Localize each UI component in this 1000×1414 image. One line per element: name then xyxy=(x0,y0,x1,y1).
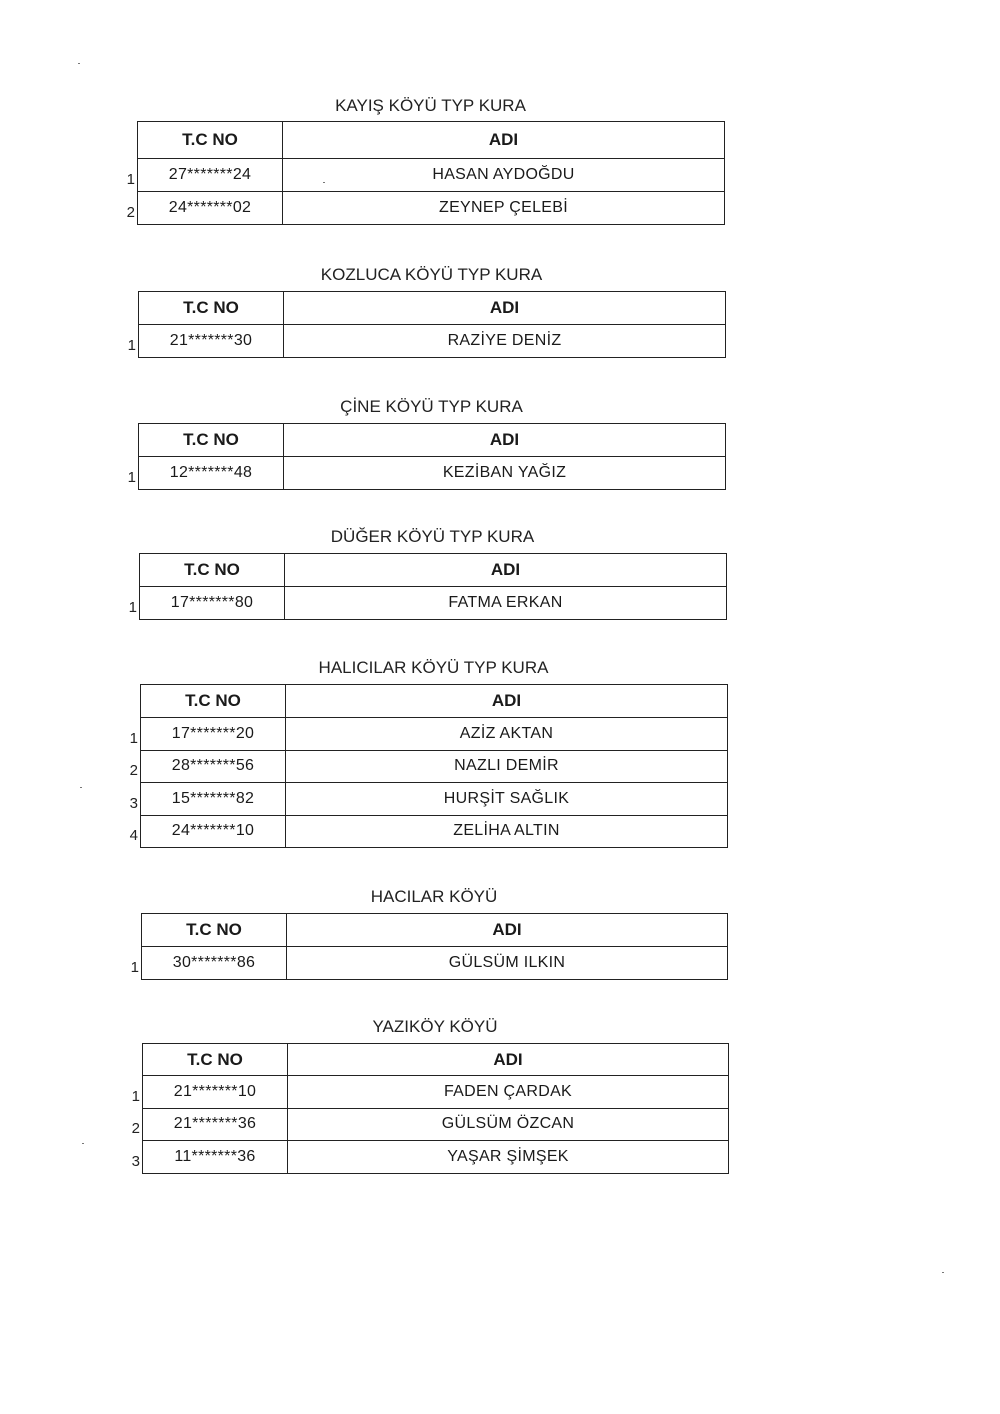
kura-table xyxy=(142,1043,729,1174)
name-cell: GÜLSÜM ÖZCAN xyxy=(288,1108,729,1141)
tc-header: T.C NO xyxy=(141,685,286,718)
table-row xyxy=(140,587,727,620)
table-row xyxy=(141,815,728,848)
name-cell: HURŞİT SAĞLIK xyxy=(286,783,728,816)
row-number: 1 xyxy=(130,959,139,976)
table-header-row xyxy=(140,554,727,587)
row-number: 1 xyxy=(128,599,137,616)
tc-header: T.C NO xyxy=(138,122,283,159)
row-number: 3 xyxy=(131,1152,140,1170)
row-number: 2 xyxy=(131,1120,140,1137)
tc-no-cell: 17*******80 xyxy=(140,587,285,620)
tc-header: T.C NO xyxy=(140,554,285,587)
tc-no-cell: 28*******56 xyxy=(141,750,286,783)
name-header: ADI xyxy=(284,424,726,457)
table-row xyxy=(139,457,726,490)
kura-table xyxy=(138,423,726,490)
scan-speck xyxy=(80,787,82,788)
section-title: HALICILAR KÖYÜ TYP KURA xyxy=(318,658,549,677)
name-cell: FATMA ERKAN xyxy=(285,587,727,620)
table-header-row xyxy=(138,122,725,159)
name-header: ADI xyxy=(287,914,728,947)
tc-header: T.C NO xyxy=(139,292,284,325)
table-row xyxy=(142,947,728,980)
tc-no-cell: 30*******86 xyxy=(142,947,287,980)
row-number: 4 xyxy=(129,827,138,844)
table-header-row xyxy=(139,424,726,457)
row-number: 2 xyxy=(129,762,138,779)
name-header: ADI xyxy=(283,122,725,159)
table-row xyxy=(138,159,725,192)
name-cell: NAZLI DEMİR xyxy=(286,750,728,783)
name-cell: ZELİHA ALTIN xyxy=(286,815,728,848)
name-cell: HASAN AYDOĞDU xyxy=(283,159,725,192)
name-cell: KEZİBAN YAĞIZ xyxy=(284,457,726,490)
name-cell: RAZİYE DENİZ xyxy=(284,325,726,358)
tc-no-cell: 17*******20 xyxy=(141,718,286,751)
scan-speck xyxy=(323,182,325,183)
table-header-row xyxy=(141,685,728,718)
table-row xyxy=(139,325,726,358)
table-row xyxy=(141,750,728,783)
kura-table xyxy=(140,684,728,848)
row-number: 1 xyxy=(126,171,135,188)
name-cell: FADEN ÇARDAK xyxy=(288,1076,729,1109)
name-cell: YAŞAR ŞİMŞEK xyxy=(288,1141,729,1174)
table-row xyxy=(143,1141,729,1174)
tc-no-cell: 24*******10 xyxy=(141,815,286,848)
tc-no-cell: 15*******82 xyxy=(141,783,286,816)
tc-no-cell: 12*******48 xyxy=(139,457,284,490)
tc-no-cell: 11*******36 xyxy=(143,1141,288,1174)
kura-table xyxy=(138,291,726,358)
row-number: 3 xyxy=(129,794,138,812)
row-number: 1 xyxy=(131,1087,140,1105)
tc-header: T.C NO xyxy=(139,424,284,457)
row-number: 2 xyxy=(126,204,135,221)
name-header: ADI xyxy=(284,292,726,325)
kura-table xyxy=(141,913,728,980)
table-header-row xyxy=(143,1044,729,1076)
scan-speck xyxy=(942,1272,944,1273)
scan-speck xyxy=(82,1143,84,1144)
table-row xyxy=(143,1076,729,1109)
row-number: 1 xyxy=(127,337,136,354)
table-header-row xyxy=(142,914,728,947)
section-title: ÇİNE KÖYÜ TYP KURA xyxy=(340,397,523,416)
name-header: ADI xyxy=(285,554,727,587)
section-title: DÜĞER KÖYÜ TYP KURA xyxy=(330,527,535,546)
name-cell: ZEYNEP ÇELEBİ xyxy=(283,192,725,225)
tc-header: T.C NO xyxy=(142,914,287,947)
table-row xyxy=(143,1108,729,1141)
name-cell: AZİZ AKTAN xyxy=(286,718,728,751)
tc-no-cell: 21*******36 xyxy=(143,1108,288,1141)
table-row xyxy=(141,718,728,751)
table-row xyxy=(138,192,725,225)
scan-speck xyxy=(78,63,80,64)
tc-no-cell: 24*******02 xyxy=(138,192,283,225)
section-title: KOZLUCA KÖYÜ TYP KURA xyxy=(320,265,543,284)
row-number: 1 xyxy=(127,469,136,486)
name-header: ADI xyxy=(286,685,728,718)
section-title: KAYIŞ KÖYÜ TYP KURA xyxy=(335,96,526,115)
name-cell: GÜLSÜM ILKIN xyxy=(287,947,728,980)
table-row xyxy=(141,783,728,816)
section-title: HACILAR KÖYÜ xyxy=(370,887,498,906)
section-title: YAZIKÖY KÖYÜ xyxy=(372,1017,498,1036)
kura-table xyxy=(137,121,725,225)
tc-header: T.C NO xyxy=(143,1044,288,1076)
kura-table xyxy=(139,553,727,620)
name-header: ADI xyxy=(288,1044,729,1076)
tc-no-cell: 21*******10 xyxy=(143,1076,288,1109)
row-number: 1 xyxy=(129,729,138,747)
tc-no-cell: 21*******30 xyxy=(139,325,284,358)
tc-no-cell: 27*******24 xyxy=(138,159,283,192)
table-header-row xyxy=(139,292,726,325)
